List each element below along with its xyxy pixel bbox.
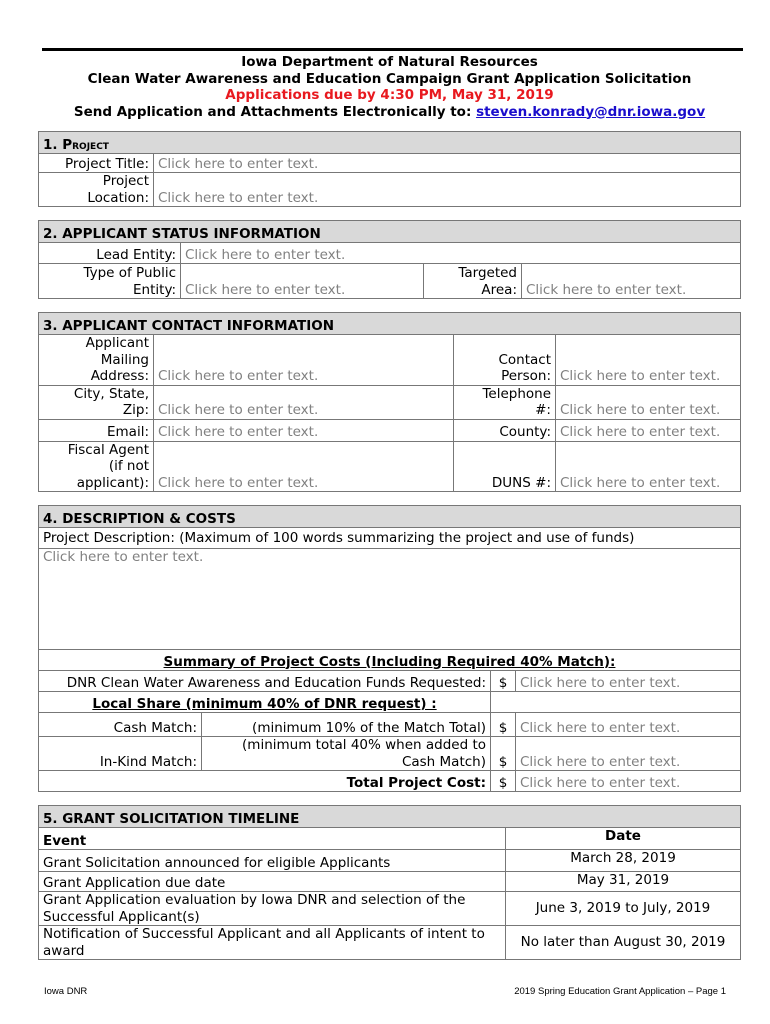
timeline-event-header: Event [39,828,506,850]
solicitation-title: Clean Water Awareness and Education Campaign Grant Application Solicitation [87,70,692,87]
timeline-event: Grant Application evaluation by Iowa DNR and selection of the Successful Applicant(s) [39,892,506,926]
city-state-zip-field[interactable]: Click here to enter text. [154,385,454,419]
county-label: County: [454,419,556,441]
contact-email-link[interactable]: steven.konrady@dnr.iowa.gov [476,103,706,120]
dnr-funds-currency: $ [491,671,516,692]
mailing-address-label: Applicant Mailing Address: [39,335,154,386]
section-description-costs [38,505,741,792]
footer-right: 2019 Spring Education Grant Application – Page 1 [514,986,726,997]
targeted-area-field[interactable]: Click here to enter text. [522,264,741,299]
project-title-field[interactable]: Click here to enter text. [154,154,741,173]
section-timeline [38,805,741,960]
local-share-blank [491,692,741,713]
section-1-title: 1. Project [39,132,741,154]
telephone-field[interactable]: Click here to enter text. [556,385,741,419]
public-entity-field[interactable]: Click here to enter text. [181,264,424,299]
total-cost-field[interactable]: Click here to enter text. [516,771,741,792]
project-location-label: Project Location: [39,173,154,207]
email-label: Email: [39,419,154,441]
county-field[interactable]: Click here to enter text. [556,419,741,441]
cost-summary-title: Summary of Project Costs (Including Required 40% Match): [39,650,741,671]
total-cost-currency: $ [491,771,516,792]
form-header [38,54,741,120]
fiscal-agent-label: Fiscal Agent (if not applicant): [39,441,154,492]
inkind-match-field[interactable]: Click here to enter text. [516,737,741,771]
total-cost-label: Total Project Cost: [39,771,491,792]
project-description-label: Project Description: (Maximum of 100 words summarizing the project and use of funds) [39,528,741,549]
project-description-field[interactable]: Click here to enter text. [39,549,741,650]
email-field[interactable]: Click here to enter text. [154,419,454,441]
page-footer [44,986,726,997]
lead-entity-field[interactable]: Click here to enter text. [181,243,741,264]
dnr-funds-label: DNR Clean Water Awareness and Education Funds Requested: [39,671,491,692]
timeline-date: No later than August 30, 2019 [506,926,741,960]
local-share-heading: Local Share (minimum 40% of DNR request) : [39,692,491,713]
lead-entity-label: Lead Entity: [39,243,181,264]
section-3-title: 3. APPLICANT CONTACT INFORMATION [39,313,741,335]
city-state-zip-label: City, State, Zip: [39,385,154,419]
fiscal-agent-field[interactable]: Click here to enter text. [154,441,454,492]
telephone-label: Telephone #: [454,385,556,419]
inkind-match-currency: $ [491,737,516,771]
timeline-event: Grant Application due date [39,872,506,892]
section-applicant-status [38,220,741,299]
cash-match-label: Cash Match: [39,713,202,737]
section-applicant-contact [38,312,741,492]
submission-line: Send Application and Attachments Electronically to: steven.konrady@dnr.iowa.gov [73,103,706,120]
duns-label: DUNS #: [454,441,556,492]
project-location-field[interactable]: Click here to enter text. [154,173,741,207]
section-5-title: 5. GRANT SOLICITATION TIMELINE [39,806,741,828]
cash-match-note: (minimum 10% of the Match Total) [202,713,491,737]
footer-left: Iowa DNR [44,986,88,997]
agency-name: Iowa Department of Natural Resources [241,54,538,70]
contact-person-field[interactable]: Click here to enter text. [556,335,741,386]
timeline-date: March 28, 2019 [506,850,741,872]
form-page [38,48,741,960]
dnr-funds-field[interactable]: Click here to enter text. [516,671,741,692]
public-entity-label: Type of Public Entity: [39,264,181,299]
project-title-label: Project Title: [39,154,154,173]
inkind-match-label: In-Kind Match: [39,737,202,771]
due-date-notice: Applications due by 4:30 PM, May 31, 2019 [225,87,554,103]
contact-person-label: Contact Person: [454,335,556,386]
timeline-event: Grant Solicitation announced for eligible Applicants [39,850,506,872]
timeline-date: June 3, 2019 to July, 2019 [506,892,741,926]
mailing-address-field[interactable]: Click here to enter text. [154,335,454,386]
section-4-title: 4. DESCRIPTION & COSTS [39,506,741,528]
timeline-event: Notification of Successful Applicant and all Applicants of intent to award [39,926,506,960]
section-2-title: 2. APPLICANT STATUS INFORMATION [39,221,741,243]
top-rule [42,48,743,51]
timeline-date-header: Date [506,828,741,850]
cash-match-field[interactable]: Click here to enter text. [516,713,741,737]
cash-match-currency: $ [491,713,516,737]
section-project [38,131,741,207]
targeted-area-label: Targeted Area: [424,264,522,299]
inkind-match-note: (minimum total 40% when added to Cash Match) [202,737,491,771]
timeline-date: May 31, 2019 [506,872,741,892]
duns-field[interactable]: Click here to enter text. [556,441,741,492]
